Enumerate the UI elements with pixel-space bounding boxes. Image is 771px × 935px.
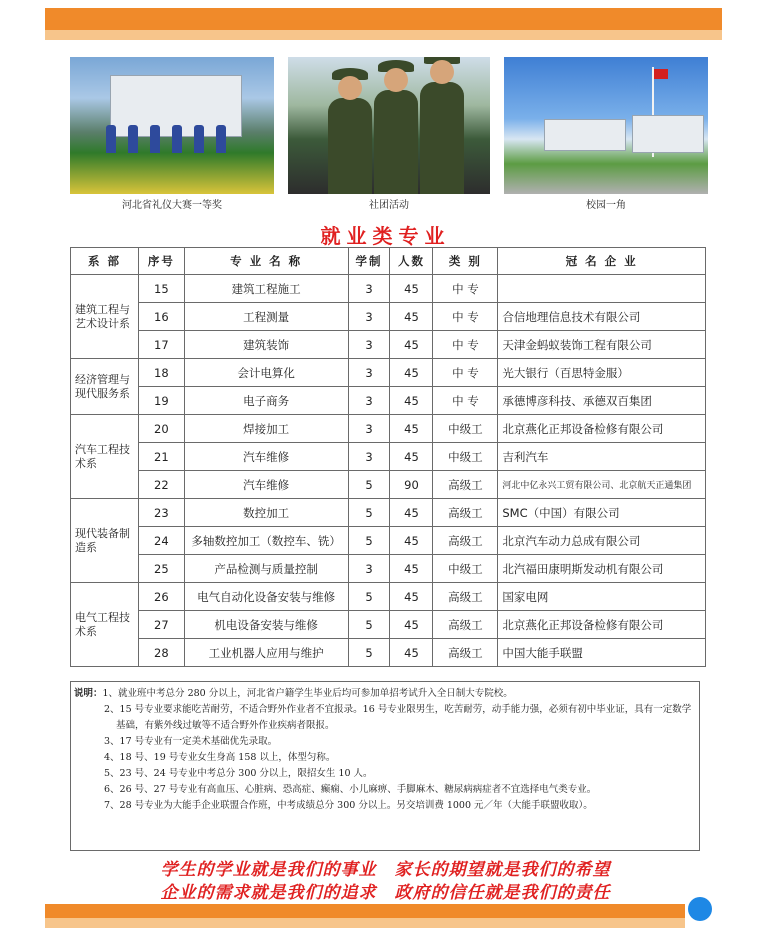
table-row (71, 275, 706, 303)
notes-box (70, 681, 700, 851)
notes-lead: 说明： (74, 688, 103, 699)
dept-cell: 现代装备制造系 (71, 499, 139, 583)
enterprise-cell: 承德博彦科技、承德双百集团 (498, 387, 706, 415)
dept-cell: 电气工程技术系 (71, 583, 139, 667)
enterprise-cell (498, 275, 706, 303)
club-activity-photo (288, 57, 490, 194)
top-orange-bar (45, 8, 722, 30)
years-cell: 5 (348, 527, 390, 555)
enterprise-cell: 河北中亿永兴工贸有限公司、北京航天正通集团 (498, 471, 706, 499)
no-cell: 15 (138, 275, 184, 303)
type-cell: 中 专 (433, 387, 498, 415)
table-row (71, 499, 706, 527)
header-count: 人数 (390, 248, 433, 275)
name-cell: 工业机器人应用与维护 (184, 639, 348, 667)
enterprise-cell: 北京燕化正邦设备检修有限公司 (498, 415, 706, 443)
slogan-line-1: 学生的学业就是我们的事业 家长的期望就是我们的希望 (160, 860, 611, 880)
years-cell: 5 (348, 583, 390, 611)
enterprise-cell: SMC（中国）有限公司 (498, 499, 706, 527)
years-cell: 5 (348, 639, 390, 667)
header-years: 学制 (348, 248, 390, 275)
header-name: 专 业 名 称 (184, 248, 348, 275)
enterprise-cell: 北汽福田康明斯发动机有限公司 (498, 555, 706, 583)
name-cell: 建筑装饰 (184, 331, 348, 359)
table-row (71, 527, 706, 555)
blue-dot-icon (688, 897, 712, 921)
no-cell: 17 (138, 331, 184, 359)
years-cell: 5 (348, 499, 390, 527)
enterprise-cell: 光大银行（百思特金服） (498, 359, 706, 387)
years-cell: 3 (348, 359, 390, 387)
section-title: 就业类专业 (320, 224, 451, 248)
years-cell: 3 (348, 555, 390, 583)
count-cell: 45 (390, 359, 433, 387)
type-cell: 高级工 (433, 499, 498, 527)
header-no: 序号 (138, 248, 184, 275)
enterprise-cell: 合信地理信息技术有限公司 (498, 303, 706, 331)
photo-caption-2: 社团活动 (369, 200, 409, 211)
count-cell: 45 (390, 611, 433, 639)
count-cell: 45 (390, 387, 433, 415)
no-cell: 21 (138, 443, 184, 471)
table-row (71, 583, 706, 611)
dept-cell: 汽车工程技术系 (71, 415, 139, 499)
enterprise-cell: 天津金蚂蚁装饰工程有限公司 (498, 331, 706, 359)
years-cell: 3 (348, 275, 390, 303)
table-row (71, 331, 706, 359)
table-row (71, 471, 706, 499)
table-row (71, 639, 706, 667)
enterprise-cell: 吉利汽车 (498, 443, 706, 471)
name-cell: 会计电算化 (184, 359, 348, 387)
table-row (71, 303, 706, 331)
table-header-row (71, 248, 706, 275)
years-cell: 5 (348, 471, 390, 499)
photo-caption-1: 河北省礼仪大赛一等奖 (122, 200, 222, 211)
years-cell: 3 (348, 303, 390, 331)
count-cell: 45 (390, 583, 433, 611)
name-cell: 电子商务 (184, 387, 348, 415)
type-cell: 高级工 (433, 639, 498, 667)
no-cell: 16 (138, 303, 184, 331)
no-cell: 23 (138, 499, 184, 527)
count-cell: 45 (390, 275, 433, 303)
enterprise-cell: 中国大能手联盟 (498, 639, 706, 667)
note-item-5: 5、23 号、24 号专业中考总分 300 分以上，限招女生 10 人。 (104, 768, 373, 779)
table-row (71, 611, 706, 639)
name-cell: 产品检测与质量控制 (184, 555, 348, 583)
name-cell: 电气自动化设备安装与维修 (184, 583, 348, 611)
table-row (71, 359, 706, 387)
years-cell: 5 (348, 611, 390, 639)
type-cell: 中 专 (433, 331, 498, 359)
count-cell: 90 (390, 471, 433, 499)
note-item-7: 7、28 号专业为大能手企业联盟合作班，中考成绩总分 300 分以上。另交培训费 1000 元／年（大能手联盟收取）。 (104, 800, 593, 811)
bottom-orange-bar (45, 904, 685, 918)
table-row (71, 443, 706, 471)
header-type: 类 别 (433, 248, 498, 275)
name-cell: 汽车维修 (184, 443, 348, 471)
years-cell: 3 (348, 415, 390, 443)
name-cell: 数控加工 (184, 499, 348, 527)
slogan-line-2: 企业的需求就是我们的追求 政府的信任就是我们的责任 (160, 883, 611, 903)
years-cell: 3 (348, 443, 390, 471)
type-cell: 高级工 (433, 611, 498, 639)
table-row (71, 387, 706, 415)
header-enterprise: 冠 名 企 业 (498, 248, 706, 275)
note-text: 1、就业班中考总分 280 分以上，河北省户籍学生毕业后均可参加单招考试升入全日制大专院校。 (102, 688, 513, 699)
note-item-1 (74, 686, 696, 702)
count-cell: 45 (390, 555, 433, 583)
enterprise-cell: 北京汽车动力总成有限公司 (498, 527, 706, 555)
name-cell: 汽车维修 (184, 471, 348, 499)
count-cell: 45 (390, 443, 433, 471)
type-cell: 高级工 (433, 527, 498, 555)
no-cell: 22 (138, 471, 184, 499)
bottom-light-bar (45, 918, 685, 928)
count-cell: 45 (390, 415, 433, 443)
top-light-bar (45, 30, 722, 40)
years-cell: 3 (348, 387, 390, 415)
table-row (71, 555, 706, 583)
no-cell: 28 (138, 639, 184, 667)
no-cell: 18 (138, 359, 184, 387)
count-cell: 45 (390, 331, 433, 359)
name-cell: 建筑工程施工 (184, 275, 348, 303)
name-cell: 工程测量 (184, 303, 348, 331)
name-cell: 多轴数控加工（数控车、铣） (184, 527, 348, 555)
note-item-3: 3、17 号专业有一定美术基础优先录取。 (104, 736, 278, 747)
no-cell: 24 (138, 527, 184, 555)
years-cell: 3 (348, 331, 390, 359)
type-cell: 中 专 (433, 275, 498, 303)
etiquette-award-photo (70, 57, 274, 194)
count-cell: 45 (390, 639, 433, 667)
type-cell: 中级工 (433, 415, 498, 443)
count-cell: 45 (390, 499, 433, 527)
enterprise-cell: 国家电网 (498, 583, 706, 611)
type-cell: 中 专 (433, 303, 498, 331)
no-cell: 20 (138, 415, 184, 443)
majors-table (70, 247, 706, 667)
table-row (71, 415, 706, 443)
dept-cell: 建筑工程与艺术设计系 (71, 275, 139, 359)
type-cell: 中级工 (433, 443, 498, 471)
type-cell: 中级工 (433, 555, 498, 583)
dept-cell: 经济管理与现代服务系 (71, 359, 139, 415)
name-cell: 机电设备安装与维修 (184, 611, 348, 639)
no-cell: 19 (138, 387, 184, 415)
count-cell: 45 (390, 303, 433, 331)
no-cell: 27 (138, 611, 184, 639)
no-cell: 26 (138, 583, 184, 611)
photo-caption-3: 校园一角 (586, 200, 626, 211)
name-cell: 焊接加工 (184, 415, 348, 443)
campus-corner-photo (504, 57, 708, 194)
note-item-2: 2、15 号专业要求能吃苦耐劳，不适合野外作业者不宜报录。16 号专业限男生，吃苦耐劳，动手能力强，必须有初中毕业证，具有一定数学基础，有紫外线过敏等不适合野外作业疾病者限报。 (104, 704, 692, 731)
type-cell: 中 专 (433, 359, 498, 387)
note-item-4: 4、18 号、19 号专业女生身高 158 以上，体型匀称。 (104, 752, 336, 763)
no-cell: 25 (138, 555, 184, 583)
enterprise-cell: 北京燕化正邦设备检修有限公司 (498, 611, 706, 639)
header-dept: 系 部 (71, 248, 139, 275)
type-cell: 高级工 (433, 583, 498, 611)
type-cell: 高级工 (433, 471, 498, 499)
count-cell: 45 (390, 527, 433, 555)
note-item-6: 6、26 号、27 号专业有高血压、心脏病、恐高症、癫痫、小儿麻痹、手脚麻木、糖尿病病症者不宜选择电气类专业。 (104, 784, 597, 795)
